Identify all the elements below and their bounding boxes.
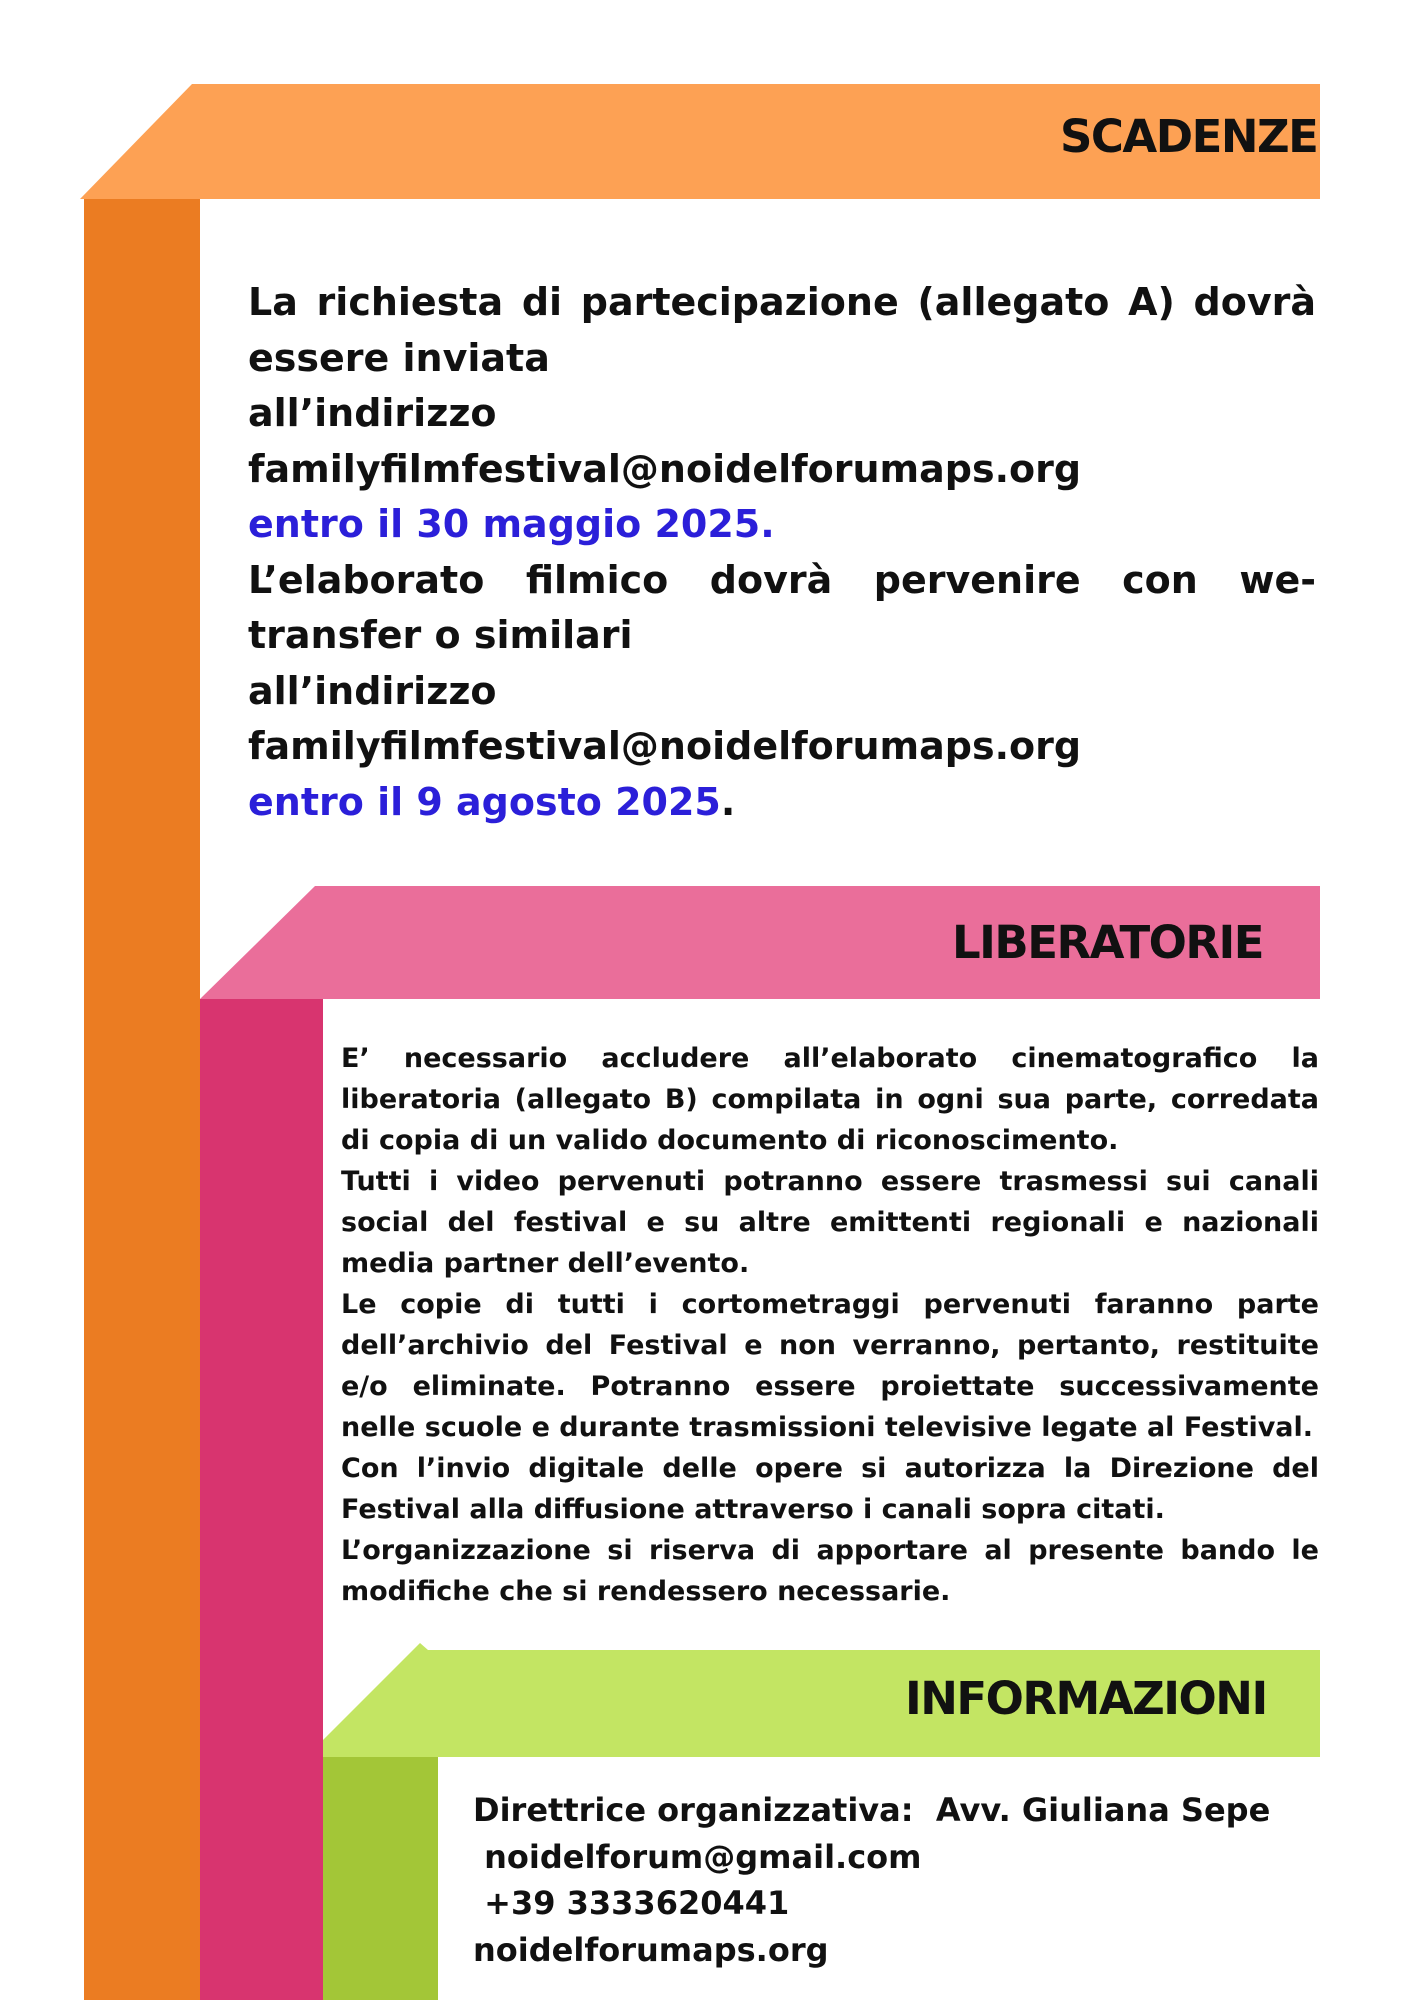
liberatorie-bar — [200, 999, 323, 2000]
liberatorie-title: LIBERATORIE — [952, 916, 1264, 969]
scadenze-title: SCADENZE — [1060, 110, 1318, 163]
scadenze-bar — [84, 199, 200, 2000]
liberatorie-paragraph: Con l’invio digitale delle opere si autorizza la Direzione del Festival alla diffusione attraverso i canali sopra citati. — [341, 1453, 1319, 1525]
informazioni-title: INFORMAZIONI — [905, 1672, 1267, 1725]
informazioni-bar — [323, 1757, 438, 2000]
scadenze-deadline: entro il 9 agosto 2025 — [248, 779, 721, 824]
informazioni-email: noidelforum@gmail.com — [473, 1837, 922, 1876]
scadenze-text-line: all’indirizzo — [248, 391, 497, 435]
liberatorie-body — [341, 1038, 1319, 1612]
scadenze-deadline-line — [248, 775, 1316, 831]
scadenze-body — [248, 275, 1316, 830]
scadenze-email: familyfilmfestival@noidelforumaps.org — [248, 446, 1082, 491]
liberatorie-paragraph: Le copie di tutti i cortometraggi pervenuti faranno parte dell’archivio del Festival e non verranno, pertanto, restituite e/o eliminate. Potranno essere proiettate successivamente nelle scuole e durante trasmissioni televisive legate al Festival. — [341, 1289, 1319, 1443]
scadenze-email: familyfilmfestival@noidelforumaps.org — [248, 724, 1082, 768]
scadenze-period: . — [720, 779, 736, 824]
liberatorie-paragraph: L’organizzazione si riserva di apportare al presente bando le modifiche che si rendessero necessarie. — [341, 1535, 1319, 1607]
informazioni-body — [473, 1787, 1323, 1973]
informazioni-website: noidelforumaps.org — [473, 1930, 829, 1969]
scadenze-deadline: entro il 30 maggio 2025. — [248, 502, 775, 546]
liberatorie-paragraph: Tutti i video pervenuti potranno essere trasmessi sui canali social del festival e su altre emittenti regionali e nazionali media partner dell’evento. — [341, 1166, 1319, 1279]
liberatorie-paragraph: E’ necessario accludere all’elaborato cinematografico la liberatoria (allegato B) compilata in ogni sua parte, corredata di copia di un valido documento di riconoscimento. — [341, 1043, 1319, 1156]
informazioni-phone: +39 3333620441 — [473, 1884, 790, 1922]
informazioni-director: Direttrice organizzativa: Avv. Giuliana Sepe — [473, 1791, 1271, 1829]
scadenze-text-line: La richiesta di partecipazione (allegato A) dovrà essere inviata — [248, 280, 1316, 380]
scadenze-text-line: L’elaborato filmico dovrà pervenire con we-transfer o similari — [248, 557, 1316, 657]
scadenze-text-line: all’indirizzo — [248, 668, 497, 713]
